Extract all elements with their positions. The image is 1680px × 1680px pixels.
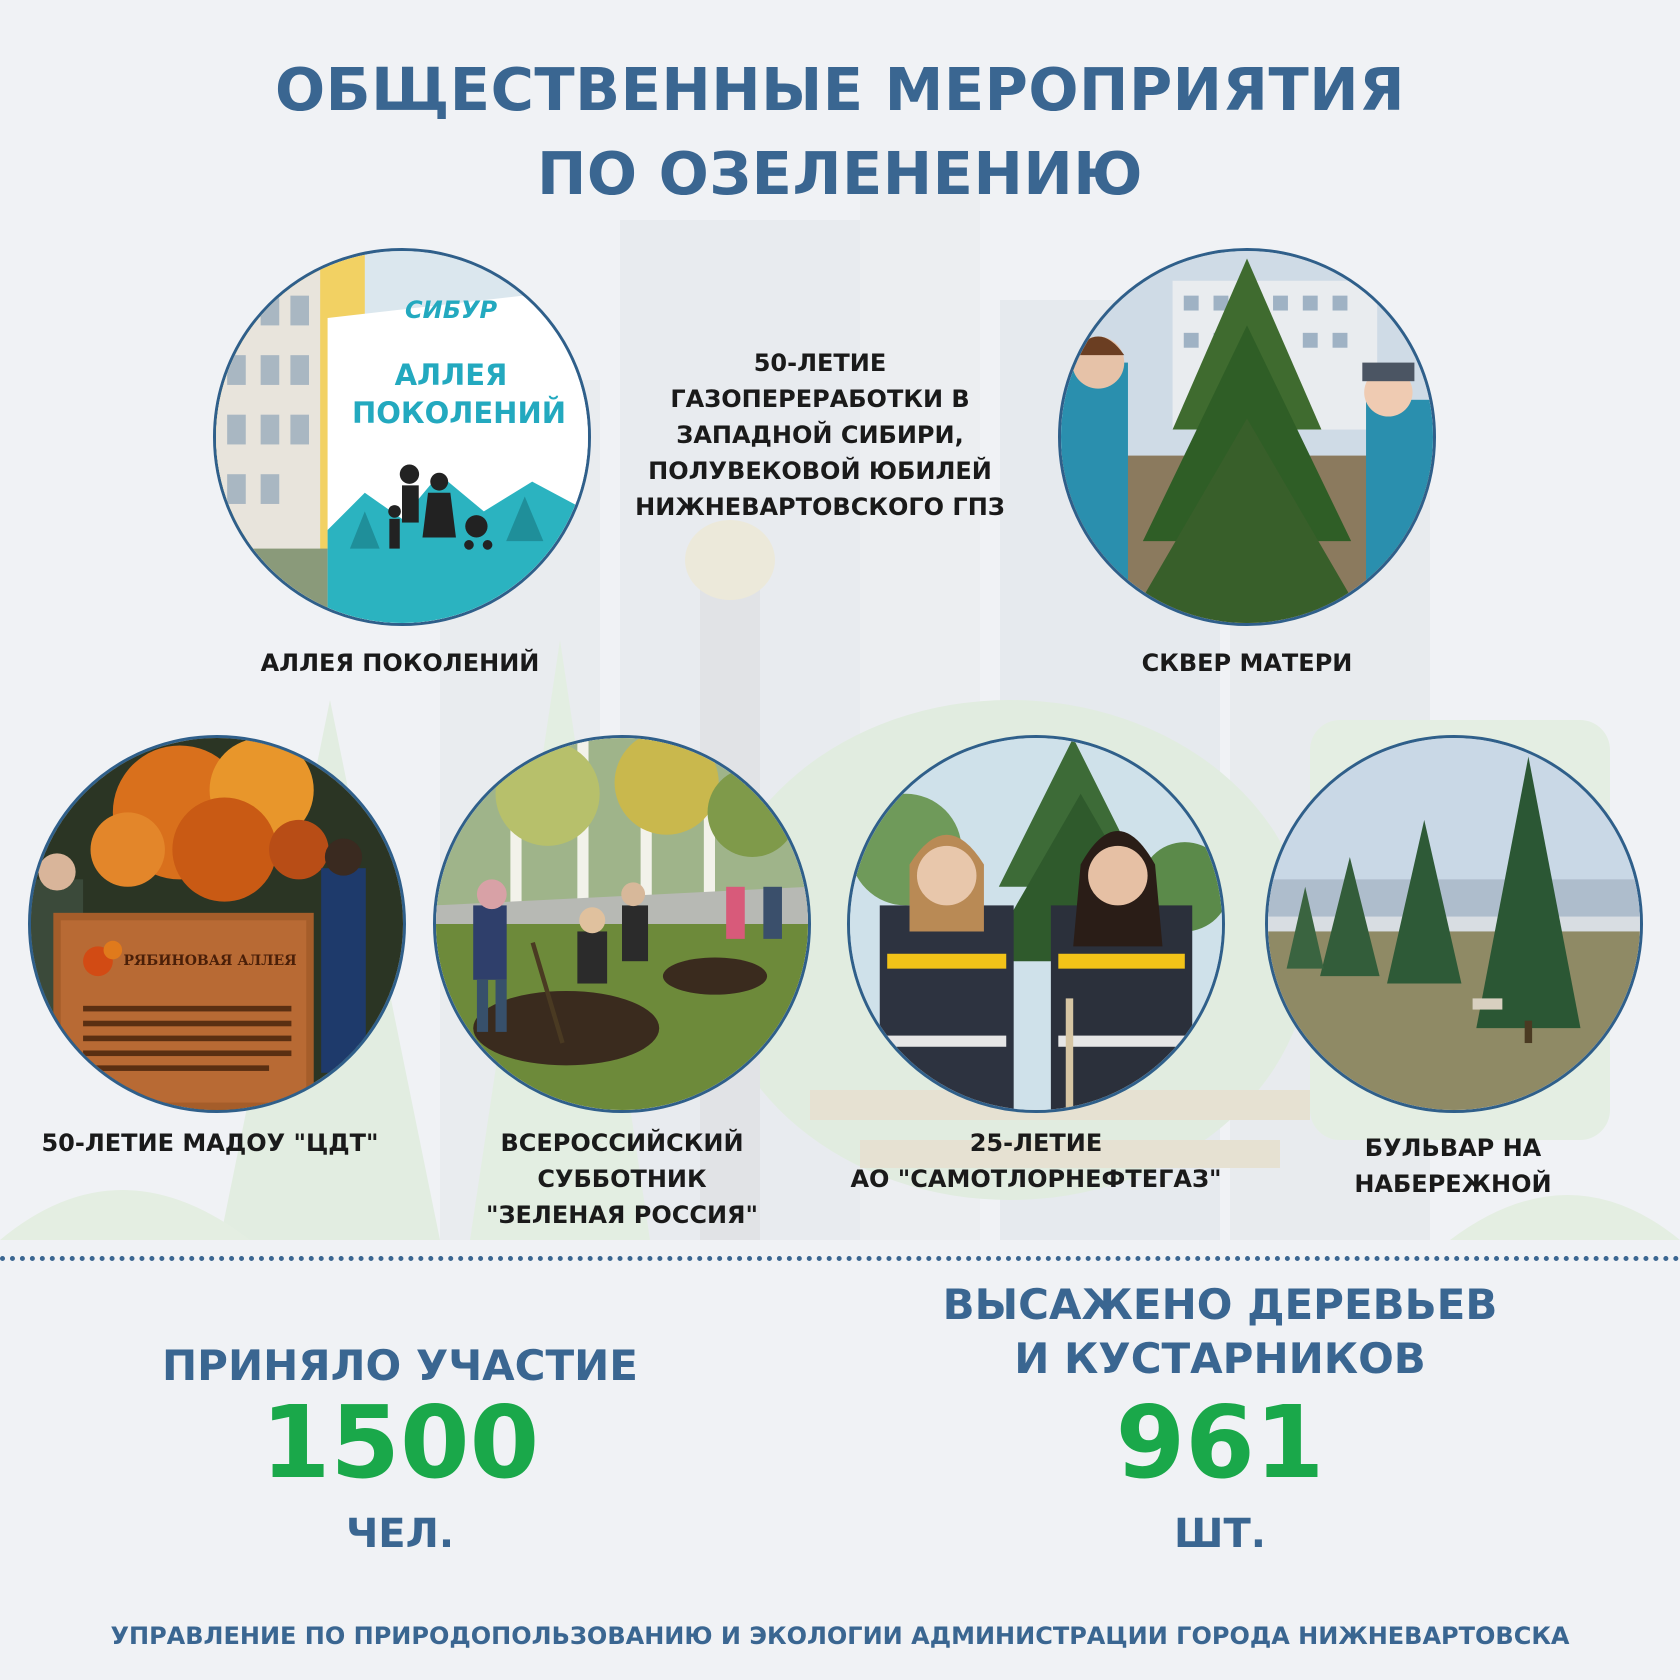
photo-alley-of-generations (213, 248, 591, 626)
sign-line: ПОКОЛЕНИЙ (352, 396, 566, 430)
caption-line: НАБЕРЕЖНОЙ (1354, 1170, 1552, 1198)
caption-samotlorneftegaz (836, 1125, 1236, 1197)
anniversary-line: НИЖНЕВАРТОВСКОГО ГПЗ (635, 493, 1005, 521)
anniversary-text (600, 345, 1040, 525)
footer-organization: УПРАВЛЕНИЕ ПО ПРИРОДОПОЛЬЗОВАНИЮ И ЭКОЛОГИИ АДМИНИСТРАЦИИ ГОРОДА НИЖНЕВАРТОВСКА (110, 1622, 1570, 1650)
trees-label-line: И КУСТАРНИКОВ (1014, 1334, 1426, 1383)
participants-value: 1500 (260, 1384, 540, 1501)
caption-line: СУББОТНИК (537, 1165, 707, 1193)
photo-embankment-boulevard (1265, 735, 1643, 1113)
sign-text (352, 356, 566, 432)
plaque-title: РЯБИНОВАЯ АЛЛЕЯ (123, 953, 297, 969)
photo-samotlorneftegaz (847, 735, 1225, 1113)
anniversary-line: ПОЛУВЕКОВОЙ ЮБИЛЕЙ (648, 457, 992, 485)
anniversary-line: ЗАПАДНОЙ СИБИРИ, (676, 421, 964, 449)
trees-label (920, 1278, 1520, 1386)
caption-line: "ЗЕЛЕНАЯ РОССИЯ" (485, 1201, 759, 1229)
photo-subbotnik (433, 735, 811, 1113)
trees-label-line: ВЫСАЖЕНО ДЕРЕВЬЕВ (942, 1280, 1498, 1329)
caption-line: ВСЕРОССИЙСКИЙ (500, 1129, 744, 1157)
caption-subbotnik (422, 1125, 822, 1233)
caption-embankment-boulevard (1253, 1130, 1653, 1202)
sign-brand: СИБУР (405, 296, 498, 324)
page-title: ОБЩЕСТВЕННЫЕ МЕРОПРИЯТИЯ (274, 55, 1406, 124)
caption-madou: 50-ЛЕТИЕ МАДОУ "ЦДТ" (41, 1129, 379, 1157)
photo-mothers-square (1058, 248, 1436, 626)
photo-madou-anniversary (28, 735, 406, 1113)
anniversary-line: ГАЗОПЕРЕРАБОТКИ В (670, 385, 970, 413)
caption-line: БУЛЬВАР НА (1364, 1134, 1542, 1162)
caption-alley: АЛЛЕЯ ПОКОЛЕНИЙ (260, 649, 540, 677)
sign-line: АЛЛЕЯ (394, 358, 508, 392)
trees-value: 961 (1115, 1384, 1325, 1501)
caption-line: 25-ЛЕТИЕ (969, 1129, 1103, 1157)
caption-mothers-square: СКВЕР МАТЕРИ (1141, 649, 1353, 677)
section-divider (0, 1256, 1680, 1261)
anniversary-line: 50-ЛЕТИЕ (753, 349, 887, 377)
participants-label: ПРИНЯЛО УЧАСТИЕ (162, 1341, 638, 1390)
page-title-line2: ПО ОЗЕЛЕНЕНИЮ (537, 139, 1143, 208)
trees-unit: ШТ. (1174, 1511, 1266, 1557)
caption-line: АО "САМОТЛОРНЕФТЕГАЗ" (850, 1165, 1222, 1193)
participants-unit: ЧЕЛ. (345, 1511, 455, 1557)
